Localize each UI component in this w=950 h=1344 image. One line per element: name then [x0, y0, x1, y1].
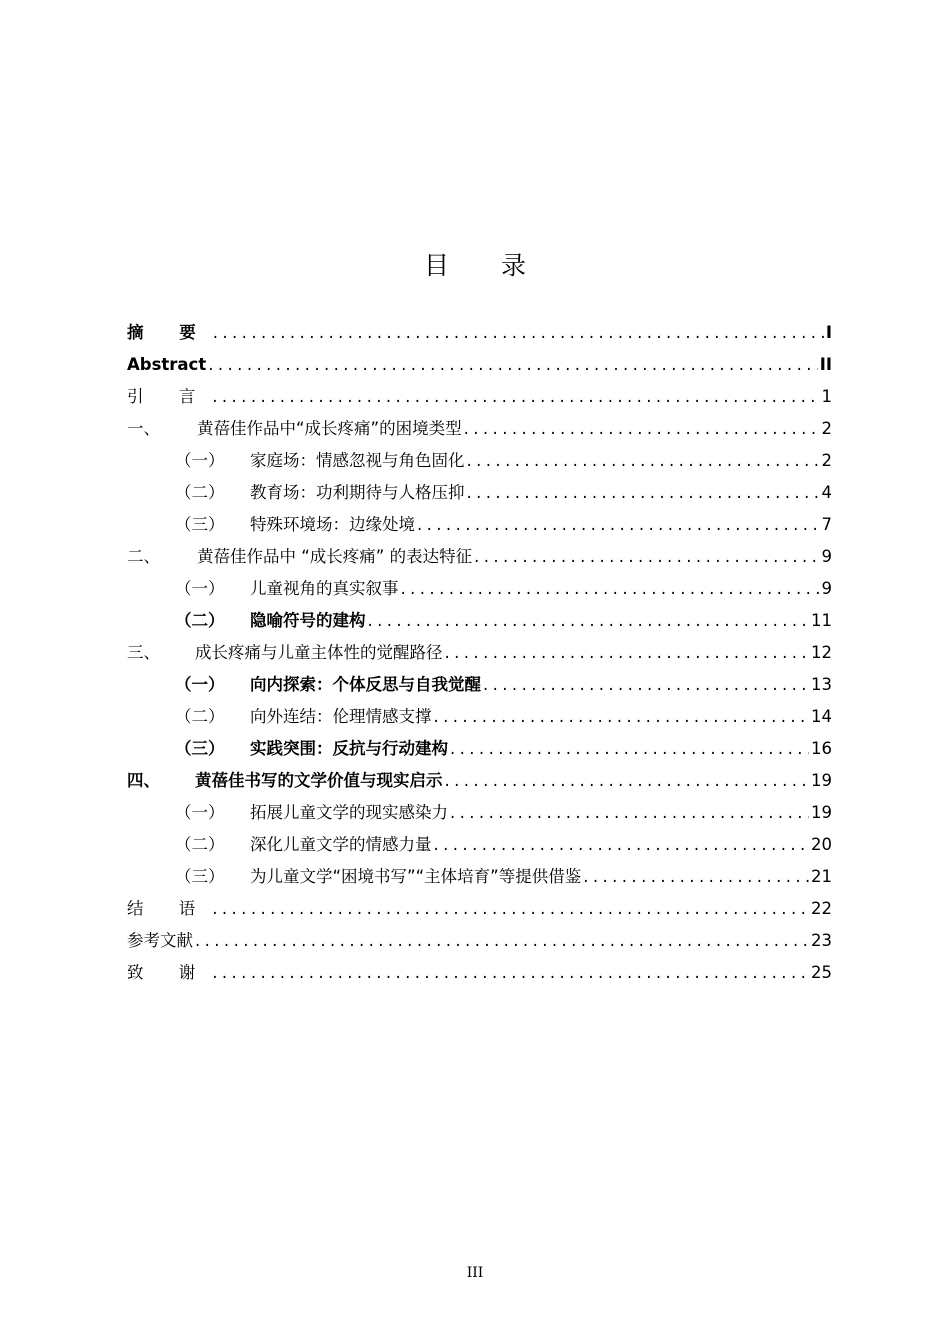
toc-dot-leader	[467, 483, 820, 503]
toc-entry-section-4-2[interactable]	[127, 823, 832, 855]
toc-dot-leader	[474, 547, 819, 567]
toc-entry-number: （二）	[175, 611, 225, 630]
toc-dot-leader	[467, 451, 820, 471]
toc-entry-text: 深化儿童文学的情感力量	[250, 835, 432, 854]
toc-entry-section-4-1[interactable]	[127, 791, 832, 823]
toc-page-number: 7	[821, 515, 832, 534]
toc-page-number: 4	[821, 483, 832, 502]
toc-dot-leader	[208, 355, 817, 375]
toc-page-number: 25	[811, 963, 832, 982]
toc-entry-section-3-3[interactable]	[127, 727, 832, 759]
toc-entry-number: （一）	[175, 451, 225, 470]
toc-dot-leader	[195, 931, 809, 951]
toc-page-number: 11	[811, 611, 832, 630]
toc-entry-number: （一）	[175, 579, 225, 598]
toc-entry-section-2-1[interactable]	[127, 567, 832, 599]
toc-dot-leader	[450, 803, 809, 823]
toc-dot-leader	[417, 515, 820, 535]
toc-page-number: 20	[811, 835, 832, 854]
toc-entry-number: （一）	[175, 675, 225, 694]
toc-entry-number: 四、	[127, 771, 160, 790]
toc-page-number: 22	[811, 899, 832, 918]
toc-page-number: I	[825, 323, 832, 342]
toc-entry-number: （三）	[175, 739, 225, 758]
toc-entry-text: 黄蓓佳作品中“成长疼痛”的困境类型	[197, 419, 462, 438]
toc-entry-text: 向内探索：个体反思与自我觉醒	[250, 675, 481, 694]
toc-entry-number: （三）	[175, 515, 225, 534]
toc-page-number: 9	[821, 547, 832, 566]
toc-entry-text: 参考文献	[127, 931, 193, 950]
toc-entry-text: 为儿童文学“困境书写”“主体培育”等提供借鉴	[250, 867, 582, 886]
toc-page-number: 9	[821, 579, 832, 598]
toc-entry-section-1-3[interactable]	[127, 503, 832, 535]
toc-entry-acknowledgements[interactable]	[127, 951, 832, 983]
toc-entry-chapter-2[interactable]	[127, 535, 832, 567]
toc-entry-text: 黄蓓佳书写的文学价值与现实启示	[195, 771, 443, 790]
toc-entry-section-1-1[interactable]	[127, 439, 832, 471]
toc-dot-leader	[464, 419, 820, 439]
toc-entry-section-1-2[interactable]	[127, 471, 832, 503]
toc-entry-chapter-3[interactable]	[127, 631, 832, 663]
toc-entry-text: 教育场：功利期待与人格压抑	[250, 483, 465, 502]
toc-entry-number: 三、	[127, 643, 160, 662]
toc-entry-text: 结 语	[127, 899, 211, 918]
page-number-footer: III	[466, 1265, 484, 1281]
toc-entry-section-3-2[interactable]	[127, 695, 832, 727]
toc-dot-leader	[213, 323, 824, 343]
toc-page-number: 14	[811, 707, 832, 726]
toc-entry-section-3-1[interactable]	[127, 663, 832, 695]
toc-dot-leader	[583, 867, 809, 887]
toc-entry-text: Abstract	[127, 355, 207, 374]
toc-entry-text: 向外连结：伦理情感支撑	[250, 707, 432, 726]
toc-entry-text: 隐喻符号的建构	[250, 611, 366, 630]
toc-entry-text: 引 言	[127, 387, 211, 406]
toc-entry-chapter-1[interactable]	[127, 407, 832, 439]
toc-entry-text: 拓展儿童文学的现实感染力	[250, 803, 448, 822]
toc-page-number: 21	[811, 867, 832, 886]
toc-entry-number: （三）	[175, 867, 225, 886]
toc-page-number: 13	[811, 675, 832, 694]
toc-dot-leader	[212, 387, 819, 407]
toc-page-number: 12	[811, 643, 832, 662]
toc-dot-leader	[212, 963, 809, 983]
toc-entry-number: （二）	[175, 483, 225, 502]
toc-dot-leader	[445, 643, 810, 663]
toc-entry-number: 二、	[127, 547, 160, 566]
toc-entry-text: 摘 要	[127, 323, 211, 342]
toc-entry-text: 实践突围：反抗与行动建构	[250, 739, 448, 758]
toc-entry-text: 特殊环境场：边缘处境	[250, 515, 415, 534]
toc-dot-leader	[434, 707, 810, 727]
toc-entry-abstract-en[interactable]	[127, 343, 832, 375]
toc-entry-conclusion[interactable]	[127, 887, 832, 919]
toc-entry-text: 成长疼痛与儿童主体性的觉醒路径	[195, 643, 443, 662]
toc-page-number: 1	[821, 387, 832, 406]
toc-page-number: 19	[811, 771, 832, 790]
toc-entry-number: （二）	[175, 835, 225, 854]
toc-list	[127, 311, 832, 983]
toc-entry-number: 一、	[127, 419, 160, 438]
toc-entry-introduction[interactable]	[127, 375, 832, 407]
toc-entry-text: 儿童视角的真实叙事	[250, 579, 399, 598]
toc-entry-number: （一）	[175, 803, 225, 822]
toc-entry-chapter-4[interactable]	[127, 759, 832, 791]
toc-page-number: 23	[811, 931, 832, 950]
toc-dot-leader	[483, 675, 809, 695]
toc-page-number: II	[819, 355, 832, 374]
toc-dot-leader	[212, 899, 809, 919]
toc-entry-section-4-3[interactable]	[127, 855, 832, 887]
toc-entry-text: 家庭场：情感忽视与角色固化	[250, 451, 465, 470]
toc-dot-leader	[445, 771, 810, 791]
toc-page-number: 16	[811, 739, 832, 758]
toc-dot-leader	[434, 835, 810, 855]
toc-page-number: 2	[821, 451, 832, 470]
toc-entry-abstract-zh[interactable]	[127, 311, 832, 343]
toc-entry-number: （二）	[175, 707, 225, 726]
toc-entry-text: 黄蓓佳作品中 “成长疼痛” 的表达特征	[197, 547, 473, 566]
toc-dot-leader	[401, 579, 820, 599]
toc-page-number: 2	[821, 419, 832, 438]
toc-entry-section-2-2[interactable]	[127, 599, 832, 631]
toc-title: 目 录	[424, 251, 548, 280]
toc-dot-leader	[368, 611, 810, 631]
toc-entry-references[interactable]	[127, 919, 832, 951]
toc-entry-text: 致 谢	[127, 963, 211, 982]
toc-dot-leader	[450, 739, 809, 759]
toc-page-number: 19	[811, 803, 832, 822]
